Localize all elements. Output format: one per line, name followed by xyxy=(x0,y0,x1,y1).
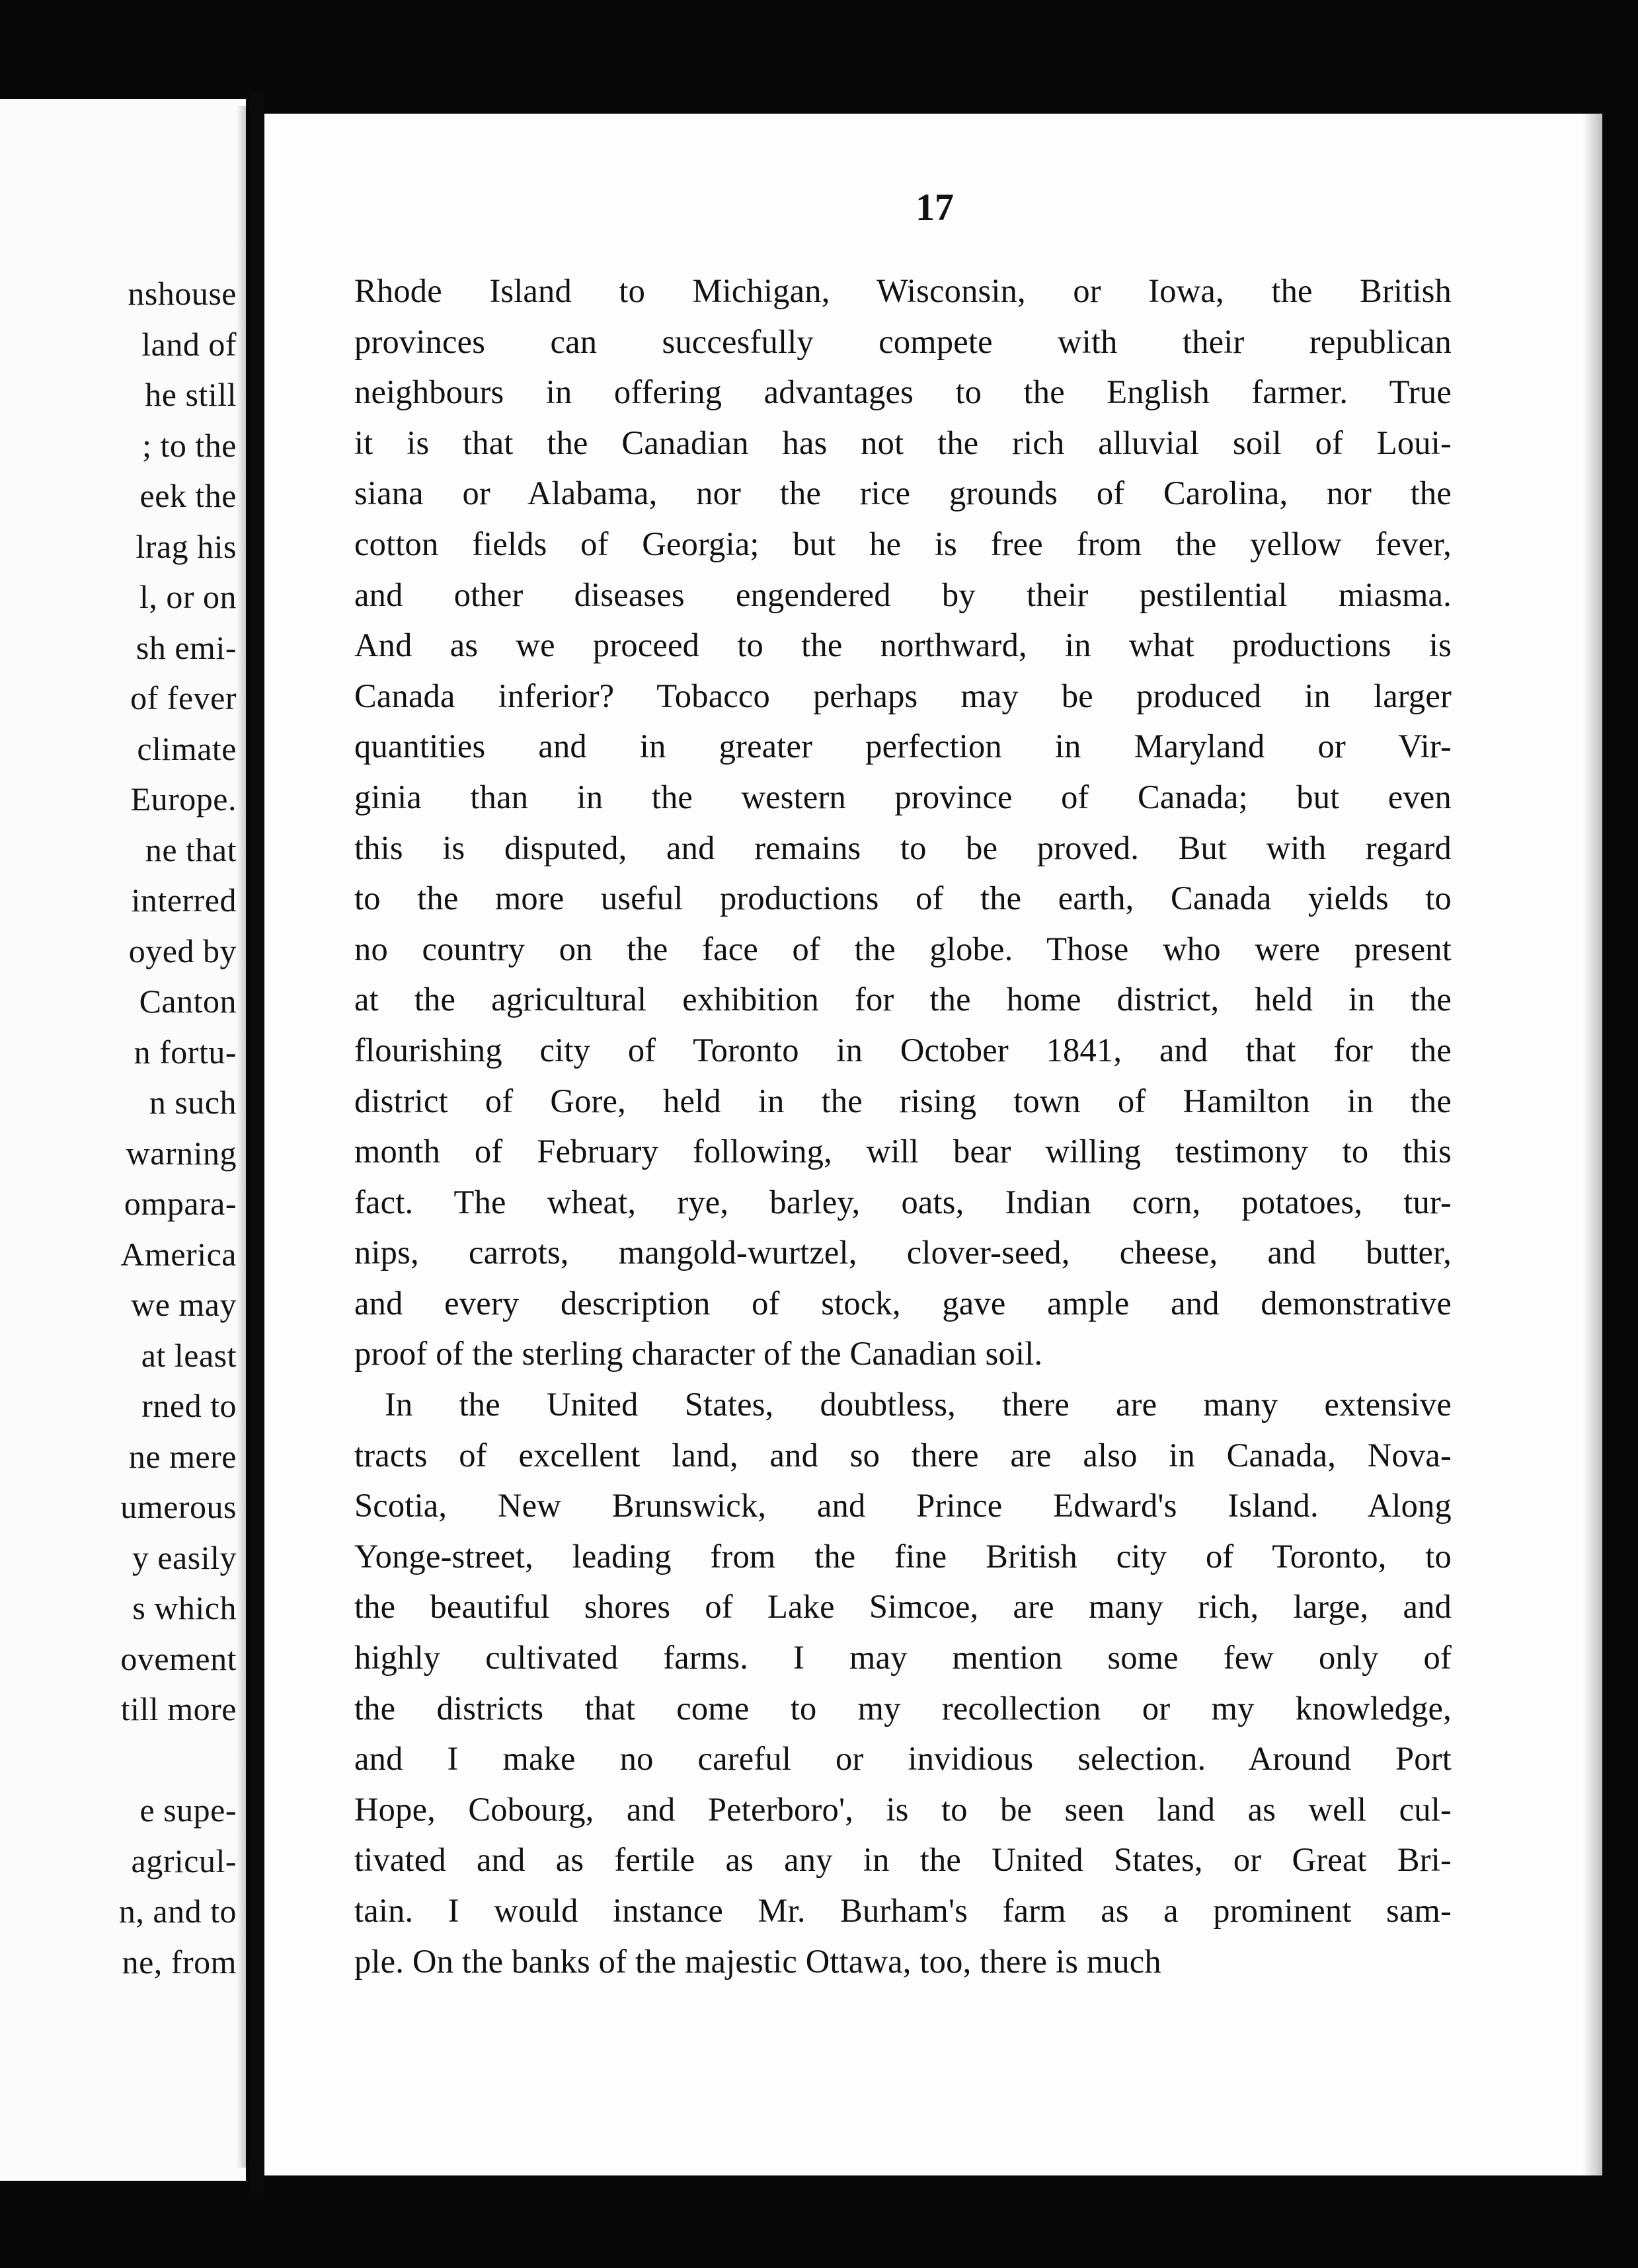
left-text-fragment: agricul- xyxy=(131,1842,237,1879)
text-line: flourishing city of Toronto in October 1841, and that for the xyxy=(354,1031,1452,1069)
left-text-fragment: Canton xyxy=(139,983,237,1020)
left-text-fragment: ne, from xyxy=(122,1943,237,1981)
left-text-fragment: lrag his xyxy=(136,527,237,565)
text-line: In the United States, doubtless, there are many extensive xyxy=(385,1386,1452,1423)
left-text-fragment: we may xyxy=(131,1286,237,1323)
text-line: this is disputed, and remains to be proved. But with regard xyxy=(354,829,1452,866)
left-text-fragment: l, or on xyxy=(139,578,237,615)
text-line: district of Gore, held in the rising town of Hamilton in the xyxy=(354,1082,1452,1119)
text-line: no country on the face of the globe. Those who were present xyxy=(354,930,1452,967)
left-text-fragment: e supe- xyxy=(139,1792,237,1829)
text-line: month of February following, will bear willing testimony to this xyxy=(354,1133,1452,1170)
text-line: Hope, Cobourg, and Peterboro', is to be seen land as well cul- xyxy=(354,1790,1452,1828)
text-line: fact. The wheat, rye, barley, oats, Indian corn, potatoes, tur- xyxy=(354,1183,1452,1221)
left-facing-page xyxy=(0,99,246,2181)
text-line: and I make no careful or invidious selection. Around Port xyxy=(354,1740,1452,1778)
text-line: Scotia, New Brunswick, and Prince Edward's Island. Along xyxy=(354,1487,1452,1525)
left-text-fragment: oyed by xyxy=(128,932,237,969)
left-text-fragment: s which xyxy=(132,1589,237,1626)
left-text-fragment: ; to the xyxy=(142,426,237,464)
text-line: siana or Alabama, nor the rice grounds of Carolina, nor the xyxy=(354,474,1452,512)
left-text-fragment: interred xyxy=(131,882,237,919)
body-text xyxy=(354,266,1452,1986)
left-page-text-fragments xyxy=(119,268,237,1987)
text-line: provinces can succesfully compete with their republican xyxy=(354,322,1452,360)
left-text-fragment: n, and to xyxy=(118,1893,237,1930)
text-line: Canada inferior? Tobacco perhaps may be produced in larger xyxy=(354,677,1452,714)
text-line: at the agricultural exhibition for the home district, held in the xyxy=(354,981,1452,1018)
left-text-fragment: eek the xyxy=(139,477,237,514)
text-line: the districts that come to my recollection or my knowledge, xyxy=(354,1689,1452,1727)
left-text-fragment: warning xyxy=(126,1134,237,1172)
text-line: the beautiful shores of Lake Simcoe, are many rich, large, and xyxy=(354,1588,1452,1626)
left-text-fragment: ovement xyxy=(120,1640,237,1677)
text-line: tracts of excellent land, and so there are also in Canada, Nova- xyxy=(354,1436,1452,1474)
left-text-fragment: America xyxy=(120,1235,237,1273)
text-line: nips, carrots, mangold-wurtzel, clover-seed, cheese, and butter, xyxy=(354,1234,1452,1271)
text-line: cotton fields of Georgia; but he is free from the yellow fever, xyxy=(354,525,1452,562)
left-text-fragment: ne that xyxy=(145,831,237,868)
text-line: Rhode Island to Michigan, Wisconsin, or Iowa, the British xyxy=(354,272,1452,309)
text-line: it is that the Canadian has not the rich alluvial soil of Loui- xyxy=(354,424,1452,461)
text-line: neighbours in offering advantages to the English farmer. True xyxy=(354,373,1452,411)
text-line: Yonge-street, leading from the fine British city of Toronto, to xyxy=(354,1537,1452,1575)
left-text-fragment: at least xyxy=(141,1336,237,1374)
left-text-fragment: of fever xyxy=(130,679,237,716)
text-line: tivated and as fertile as any in the United States, or Great Bri- xyxy=(354,1841,1452,1879)
left-text-fragment: he still xyxy=(145,376,237,413)
text-line: highly cultivated farms. I may mention some few only of xyxy=(354,1639,1452,1677)
book-gutter xyxy=(250,93,264,2194)
right-page xyxy=(264,114,1602,2175)
text-line: ple. On the banks of the majestic Ottawa, too, there is much xyxy=(354,1942,1161,1980)
left-text-fragment: ne mere xyxy=(128,1437,237,1475)
left-text-fragment: till more xyxy=(120,1690,237,1727)
left-text-fragment: nshouse xyxy=(128,275,237,312)
text-line: to the more useful productions of the earth, Canada yields to xyxy=(354,880,1452,917)
left-text-fragment: ompara- xyxy=(124,1185,237,1222)
left-text-fragment: n fortu- xyxy=(134,1033,237,1071)
text-line: proof of the sterling character of the Canadian soil. xyxy=(354,1335,1043,1373)
left-text-fragment: sh emi- xyxy=(136,628,237,666)
left-text-fragment: n such xyxy=(149,1084,237,1121)
left-text-fragment: umerous xyxy=(120,1488,237,1525)
left-text-fragment: y easily xyxy=(132,1538,237,1576)
text-line: and every description of stock, gave ample and demonstrative xyxy=(354,1284,1452,1322)
text-line: ginia than in the western province of Canada; but even xyxy=(354,778,1452,815)
page-edge-shade xyxy=(1582,114,1602,2175)
left-text-fragment xyxy=(119,1735,237,1786)
left-text-fragment: rned to xyxy=(141,1387,237,1424)
left-text-fragment: climate xyxy=(137,730,237,767)
text-line: And as we proceed to the northward, in what productions is xyxy=(354,626,1452,664)
page-number: 17 xyxy=(916,186,954,229)
text-line: tain. I would instance Mr. Burham's farm as a prominent sam- xyxy=(354,1892,1452,1929)
left-text-fragment: land of xyxy=(141,325,237,363)
text-line: and other diseases engendered by their pestilential miasma. xyxy=(354,576,1452,613)
text-line: quantities and in greater perfection in Maryland or Vir- xyxy=(354,728,1452,765)
left-text-fragment: Europe. xyxy=(130,780,237,817)
